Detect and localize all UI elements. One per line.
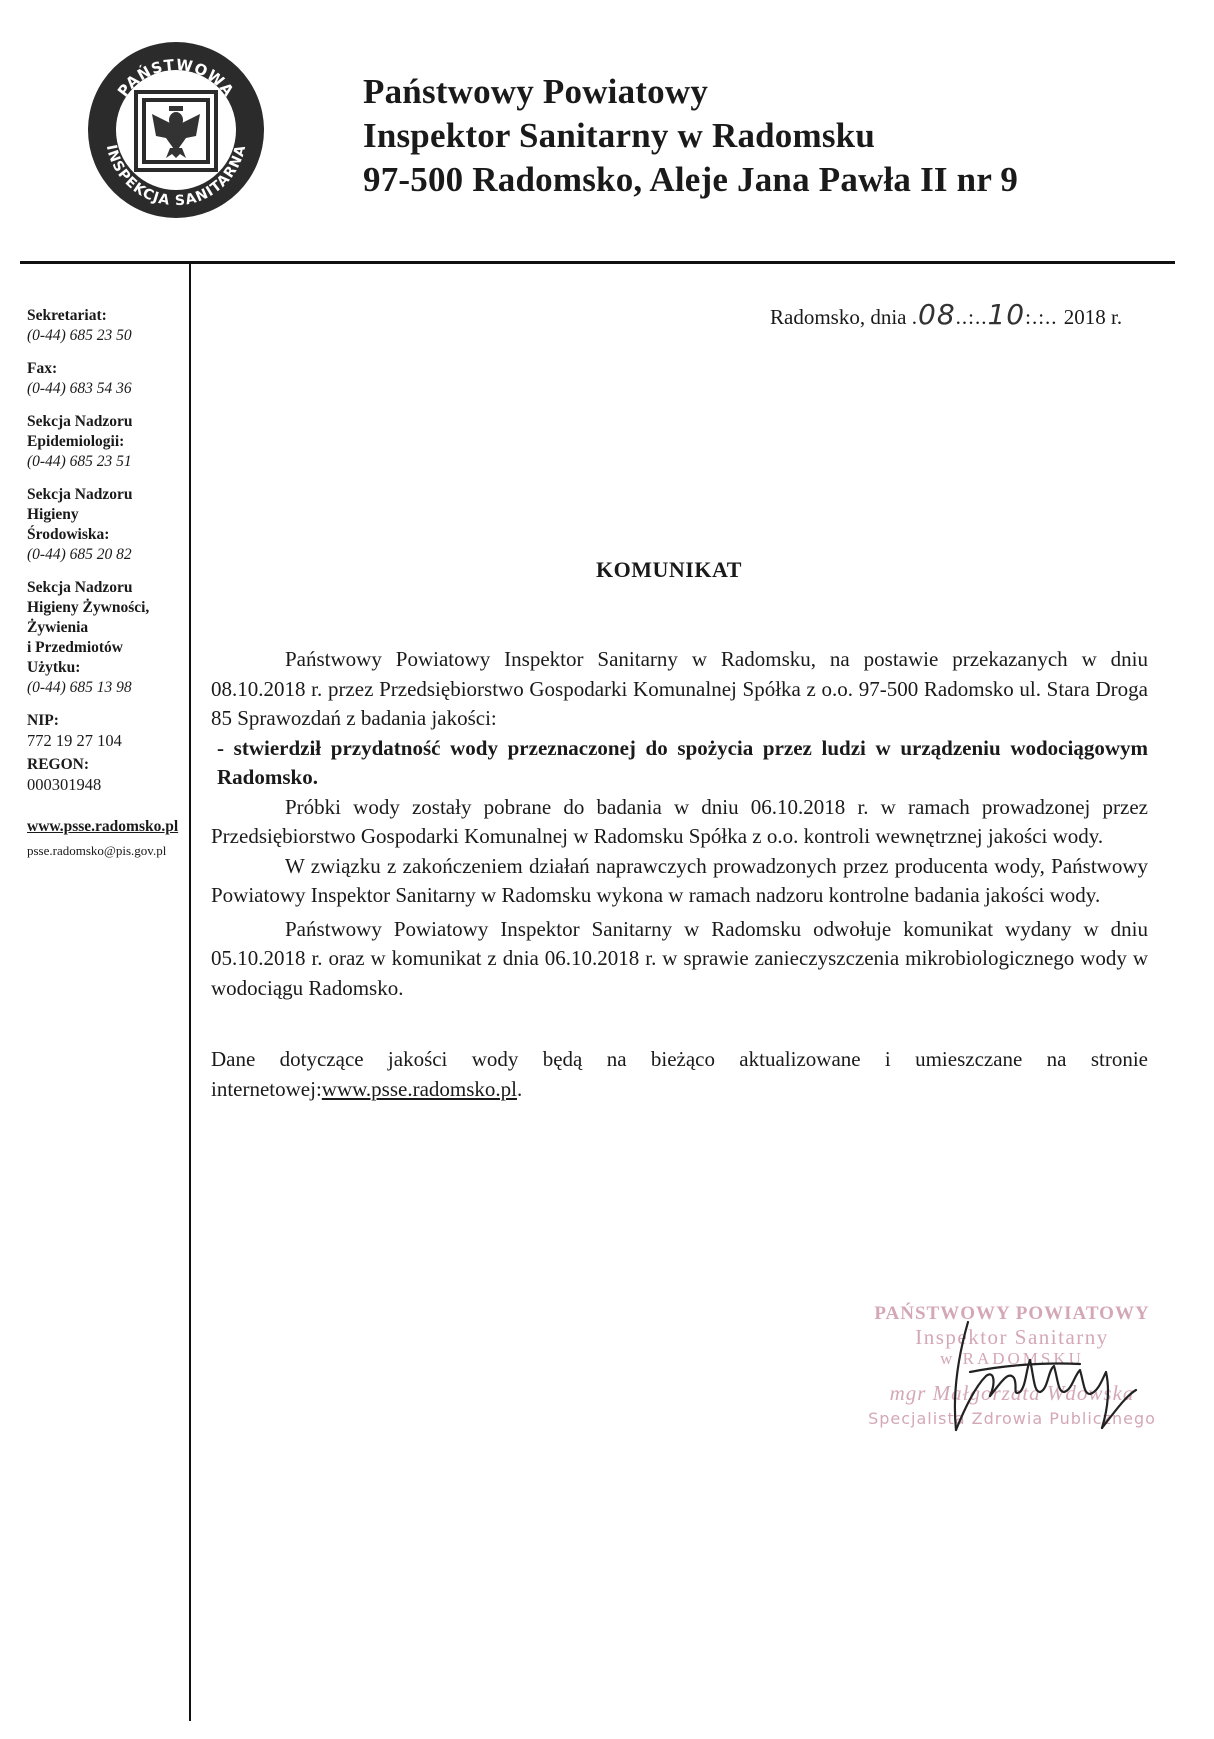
food-hygiene-block xyxy=(27,578,187,698)
contact-sidebar xyxy=(27,306,187,861)
date-dots: . xyxy=(911,305,918,329)
stamp-line-5: Specjalista Zdrowia Publicznego xyxy=(868,1409,1156,1428)
stamp-line-4: mgr Małgorzata Wdowska xyxy=(889,1381,1135,1405)
epidemiology-label-2: Epidemiologii: xyxy=(27,433,125,450)
paragraph-5: Państwowy Powiatowy Inspektor Sanitarny w Radomsku odwołuje komunikat wydany w dniu 05.10.2018 r. oraz w komunikat z dnia 06.10.2018 r. w sprawie zanieczyszczenia mikrobiologicznego wody w wodociągu Radomsko. xyxy=(211,916,1148,1000)
header-line-2: Inspektor Sanitarny w Radomsku xyxy=(363,116,876,155)
handwritten-signature xyxy=(930,1300,1150,1435)
date-dots: ..:.. xyxy=(955,305,988,329)
website-link[interactable]: www.psse.radomsko.pl xyxy=(321,1076,518,1101)
header-address: 97-500 Radomsko, Aleje Jana Pawła II nr 9 xyxy=(363,160,1019,199)
sidebar-divider xyxy=(189,263,191,1721)
food-phone: (0-44) 685 13 98 xyxy=(27,679,132,696)
stamp-line-3: w RADOMSKU xyxy=(940,1349,1084,1368)
sekretariat-block xyxy=(27,306,187,346)
paragraph-6-end: . xyxy=(517,1076,523,1101)
fax-block xyxy=(27,359,187,399)
stamp-line-1: PAŃSTWOWY POWIATOWY xyxy=(874,1303,1150,1324)
date-day-handwritten: 08 xyxy=(918,298,956,331)
date-prefix: Radomsko, dnia xyxy=(770,305,907,329)
nip-label: NIP: xyxy=(27,712,59,729)
header-line-1: Państwowy Powiatowy xyxy=(363,72,709,111)
inspekcja-sanitarna-logo xyxy=(86,40,266,220)
food-label-2: Higieny Żywności, xyxy=(27,599,150,616)
stamp-line-2: Inspektor Sanitarny xyxy=(915,1325,1109,1349)
sekretariat-phone: (0-44) 685 23 50 xyxy=(27,327,132,344)
document-body xyxy=(211,645,1148,1104)
date-dots: :.:.. xyxy=(1025,305,1064,329)
fax-phone: (0-44) 683 54 36 xyxy=(27,380,132,397)
environment-hygiene-block xyxy=(27,485,187,565)
paragraph-1: Państwowy Powiatowy Inspektor Sanitarny w Radomsku, na postawie przekazanych w dniu 08.10.2018 r. przez Przedsiębiorstwo Gospodarki Komunalnej Spółka z o.o. 97-500 Radomsko ul. Stara Droga 85 Sprawozdań z badania jakości: xyxy=(211,647,1148,730)
date-line xyxy=(770,298,1122,331)
regon-value: 000301948 xyxy=(27,775,102,794)
environment-label-2: Higieny xyxy=(27,506,79,523)
environment-label-3: Środowiska: xyxy=(27,526,110,543)
paragraph-6-text: Dane dotyczące jakości wody będą na bieżąco aktualizowane i umieszczane na stronie internetowej: xyxy=(211,1047,1148,1101)
nip-block xyxy=(27,711,187,751)
sidebar-website-link[interactable]: www.psse.radomsko.pl xyxy=(27,818,179,835)
logo-ring-top-text: PAŃSTWOWA xyxy=(113,55,238,101)
sekretariat-label: Sekretariat: xyxy=(27,307,107,324)
regon-block xyxy=(27,755,187,795)
logo-ring-bottom-text: INSPEKCJA SANITARNA xyxy=(102,142,250,210)
food-label-1: Sekcja Nadzoru xyxy=(27,579,133,596)
epidemiology-phone: (0-44) 685 23 51 xyxy=(27,453,132,470)
date-month-handwritten: 10 xyxy=(987,298,1026,331)
header-divider xyxy=(20,261,1175,264)
fax-label: Fax: xyxy=(27,360,58,377)
environment-phone: (0-44) 685 20 82 xyxy=(27,546,132,563)
food-label-5: Użytku: xyxy=(27,659,81,676)
food-label-4: i Przedmiotów xyxy=(27,639,123,656)
paragraph-2-finding: - stwierdził przydatność wody przeznaczonej do spożycia przez ludzi w urządzeniu wodociągowym Radomsko. xyxy=(217,735,1148,789)
document-title: KOMUNIKAT xyxy=(596,557,742,582)
nip-value: 772 19 27 104 xyxy=(27,731,122,750)
epidemiology-block xyxy=(27,412,187,472)
food-label-3: Żywienia xyxy=(27,619,89,636)
paragraph-3: Próbki wody zostały pobrane do badania w dniu 06.10.2018 r. w ramach prowadzonej przez Przedsiębiorstwo Gospodarki Komunalnej w Radomsku Spółka z o.o. kontroli wewnętrznej jakości wody. xyxy=(211,794,1148,848)
environment-label-1: Sekcja Nadzoru xyxy=(27,486,133,503)
epidemiology-label-1: Sekcja Nadzoru xyxy=(27,413,133,430)
date-suffix: 2018 r. xyxy=(1063,305,1123,329)
regon-label: REGON: xyxy=(27,756,89,773)
paragraph-6 xyxy=(211,1045,1148,1104)
sidebar-email[interactable]: psse.radomsko@pis.gov.pl xyxy=(27,843,167,858)
paragraph-4: W związku z zakończeniem działań naprawczych prowadzonych przez producenta wody, Państwowy Powiatowy Inspektor Sanitarny w Radomsku wykona w ramach nadzoru kontrolne badania jakości wody. xyxy=(211,853,1148,907)
